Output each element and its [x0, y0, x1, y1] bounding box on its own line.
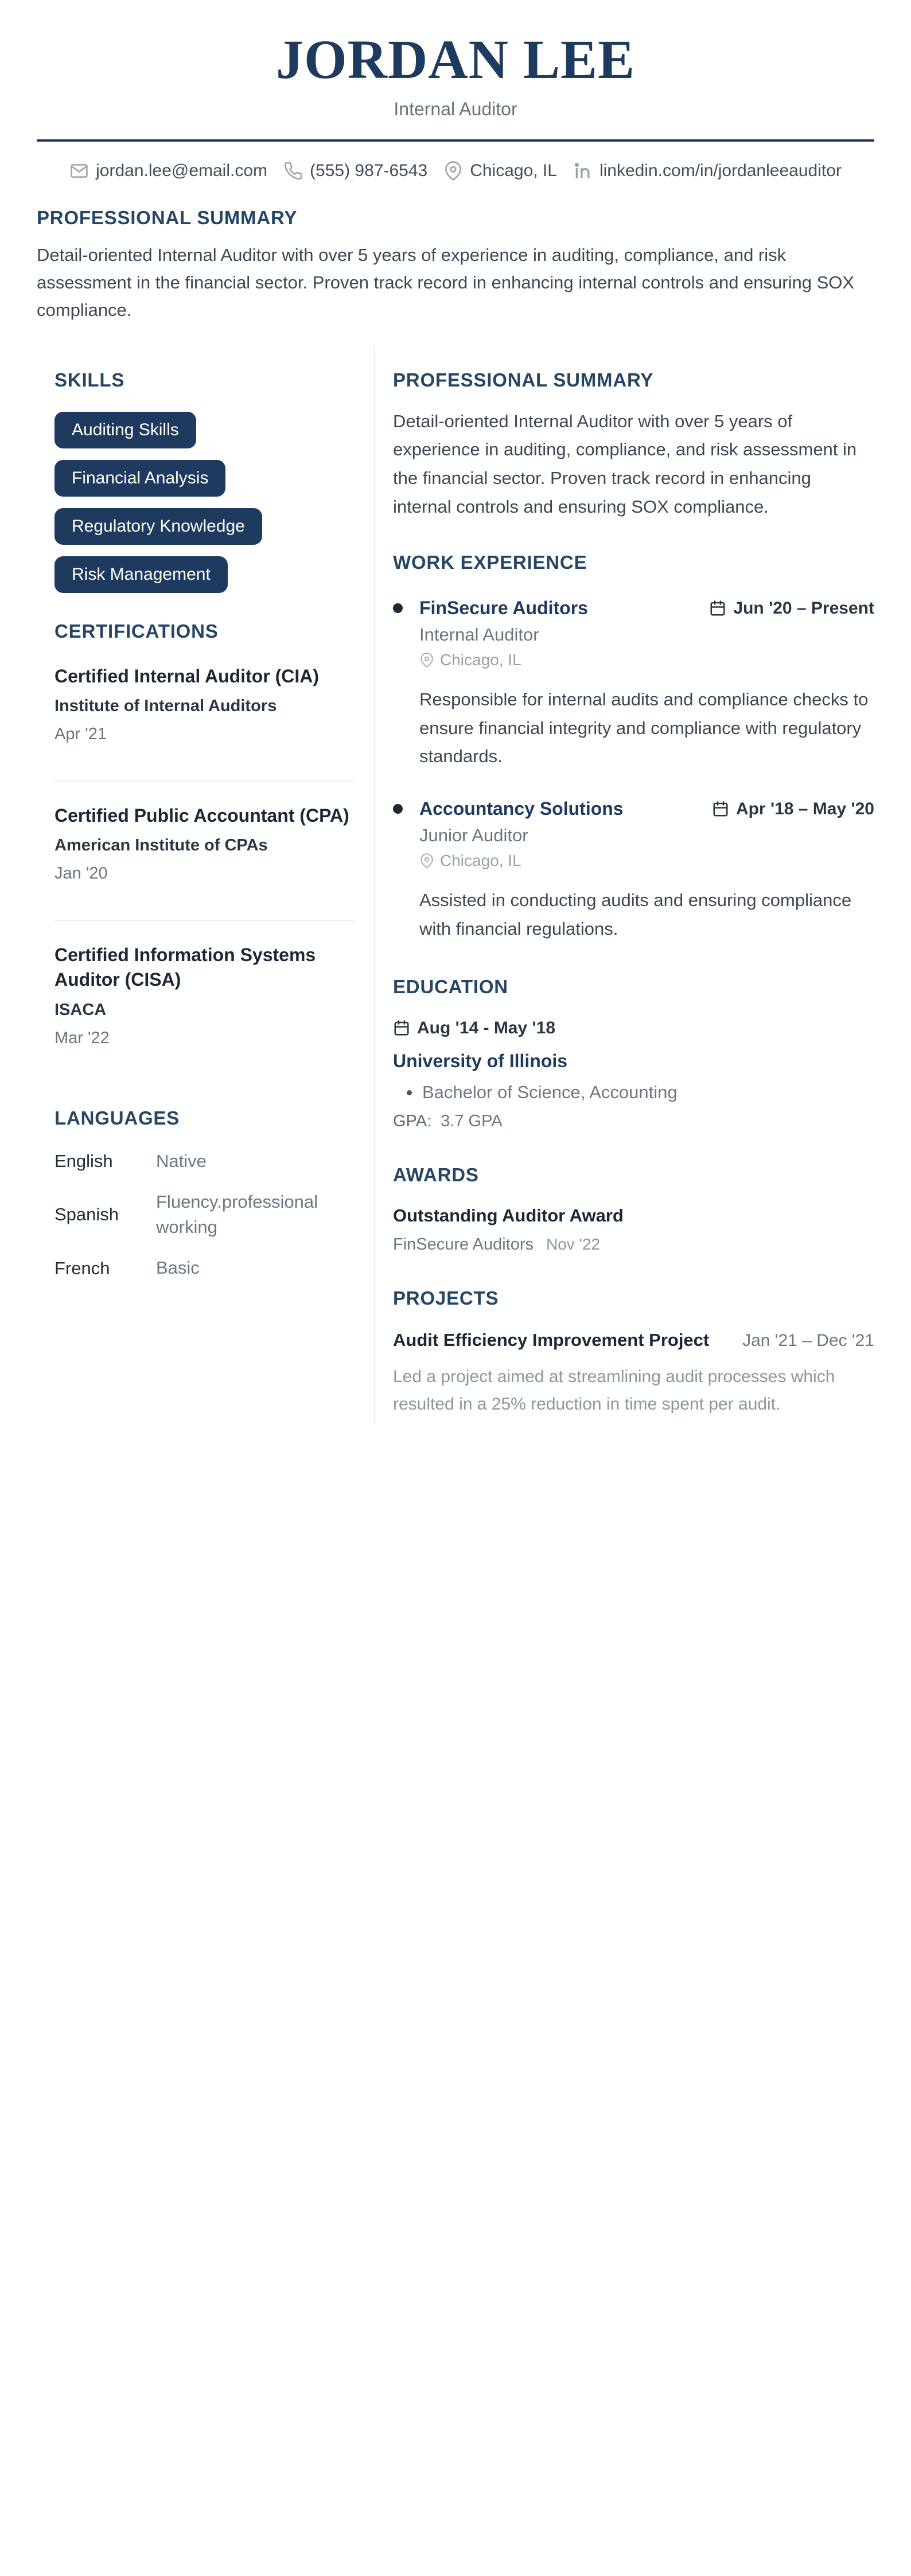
location-pin-icon — [419, 653, 434, 668]
gpa-value: 3.7 GPA — [441, 1112, 503, 1131]
contact-phone-text: (555) 987-6543 — [310, 161, 428, 180]
certification-date: Jan '20 — [54, 864, 108, 883]
education-school: University of Illinois — [393, 1051, 568, 1072]
language-name: English — [54, 1151, 113, 1172]
certification-item — [54, 921, 355, 1084]
contact-email — [69, 161, 267, 181]
top-summary-heading: PROFESSIONAL SUMMARY — [37, 206, 298, 228]
linkedin-icon — [573, 161, 593, 181]
work-experience-heading: WORK EXPERIENCE — [393, 552, 587, 573]
resume-columns — [37, 347, 874, 1430]
top-summary-section — [37, 207, 874, 324]
certification-title: Certified Information Systems Auditor (CISA) — [54, 944, 316, 990]
certification-org: ISACA — [54, 1000, 107, 1019]
certification-item — [54, 782, 355, 921]
skill-badge: Regulatory Knowledge — [54, 508, 262, 545]
award-title: Outstanding Auditor Award — [393, 1205, 624, 1226]
certifications-list — [54, 642, 355, 1084]
calendar-icon — [712, 801, 729, 818]
language-level: Native — [156, 1150, 207, 1171]
contact-linkedin-text: linkedin.com/in/jordanleeauditor — [599, 161, 842, 180]
candidate-job-title: Internal Auditor — [394, 98, 517, 119]
contact-linkedin — [573, 161, 842, 181]
education-dates — [393, 1018, 874, 1038]
contact-location-text: Chicago, IL — [470, 161, 557, 180]
calendar-icon — [393, 1020, 410, 1037]
work-location-text: Chicago, IL — [440, 851, 521, 869]
skills-badges — [54, 412, 355, 593]
award-org: FinSecure Auditors — [393, 1235, 534, 1254]
gpa-label: GPA: — [393, 1112, 432, 1131]
bullet-icon — [393, 603, 403, 613]
top-summary-text: Detail-oriented Internal Auditor with over 5 years of experience in auditing, compliance, and risk assessment in the financial sector. Proven track record in enhancing internal controls and ensuring SOX compliance. — [37, 244, 855, 320]
work-location — [419, 852, 874, 870]
work-dates-text: Jun '20 – Present — [733, 599, 874, 618]
contact-row — [0, 161, 911, 181]
bullet-icon — [407, 1090, 412, 1095]
certification-item — [54, 642, 355, 782]
contact-phone — [283, 161, 427, 181]
projects-heading: PROJECTS — [393, 1287, 499, 1309]
skill-badge: Risk Management — [54, 556, 228, 593]
certifications-heading: CERTIFICATIONS — [54, 620, 219, 642]
education-degree — [407, 1082, 874, 1103]
skill-badge: Auditing Skills — [54, 412, 196, 448]
project-header — [393, 1330, 874, 1351]
certification-org: American Institute of CPAs — [54, 836, 268, 855]
location-pin-icon — [443, 161, 463, 181]
bullet-icon — [393, 804, 403, 814]
skill-badge: Financial Analysis — [54, 460, 225, 497]
work-entry-header — [393, 798, 874, 819]
certification-title: Certified Internal Auditor (CIA) — [54, 665, 320, 686]
mail-icon — [69, 161, 89, 181]
work-entry — [393, 798, 874, 943]
left-column — [37, 347, 374, 1424]
work-location-text: Chicago, IL — [440, 651, 521, 669]
work-role: Internal Auditor — [419, 625, 539, 645]
project-description: Led a project aimed at streamlining audit processes which resulted in a 25% reduction in time spent per audit. — [393, 1367, 835, 1414]
language-name: Spanish — [54, 1204, 119, 1225]
candidate-name: JORDAN LEE — [275, 29, 636, 90]
languages-table — [54, 1149, 355, 1282]
phone-icon — [283, 161, 303, 181]
work-dates-text: Apr '18 – May '20 — [735, 799, 874, 818]
work-entry — [393, 598, 874, 771]
certification-title: Certified Public Accountant (CPA) — [54, 805, 349, 826]
work-entry-header — [393, 598, 874, 619]
header-divider — [37, 139, 874, 142]
resume-header — [0, 0, 911, 181]
certification-date: Mar '22 — [54, 1028, 110, 1047]
education-heading: EDUCATION — [393, 976, 508, 998]
contact-location — [443, 161, 557, 181]
location-pin-icon — [419, 853, 434, 868]
work-description: Assisted in conducting audits and ensuring compliance with financial regulations. — [419, 889, 852, 939]
project-dates: Jan '21 – Dec '21 — [742, 1331, 874, 1351]
work-company-wrap — [393, 798, 624, 819]
calendar-icon — [709, 600, 726, 617]
language-level: Fluency.professional working — [156, 1191, 318, 1238]
languages-heading: LANGUAGES — [54, 1107, 180, 1129]
education-gpa — [393, 1112, 874, 1131]
work-location — [419, 651, 874, 669]
project-title: Audit Efficiency Improvement Project — [393, 1330, 710, 1351]
certification-org: Institute of Internal Auditors — [54, 697, 277, 715]
work-company: FinSecure Auditors — [419, 598, 588, 619]
award-date: Nov '22 — [546, 1235, 601, 1254]
work-company-wrap — [393, 598, 588, 619]
education-dates-text: Aug '14 - May '18 — [417, 1018, 556, 1038]
work-company: Accountancy Solutions — [419, 798, 624, 819]
language-level: Basic — [156, 1258, 200, 1278]
right-column — [374, 347, 874, 1424]
certification-date: Apr '21 — [54, 725, 107, 743]
work-dates — [712, 798, 874, 819]
skills-heading: SKILLS — [54, 369, 125, 391]
education-degree-text: Bachelor of Science, Accounting — [422, 1082, 678, 1103]
work-dates — [709, 598, 874, 618]
right-summary-text: Detail-oriented Internal Auditor with over 5 years of experience in auditing, compliance, and risk assessment in the financial sector. Proven track record in enhancing internal controls and ensuring SOX compliance. — [393, 411, 857, 517]
language-name: French — [54, 1258, 110, 1278]
contact-email-text: jordan.lee@email.com — [96, 161, 268, 180]
awards-heading: AWARDS — [393, 1164, 479, 1186]
award-meta — [393, 1235, 874, 1254]
work-description: Responsible for internal audits and compliance checks to ensure financial integrity and compliance with regulatory standards. — [419, 689, 869, 767]
right-summary-heading: PROFESSIONAL SUMMARY — [393, 369, 654, 391]
work-role: Junior Auditor — [419, 825, 528, 845]
